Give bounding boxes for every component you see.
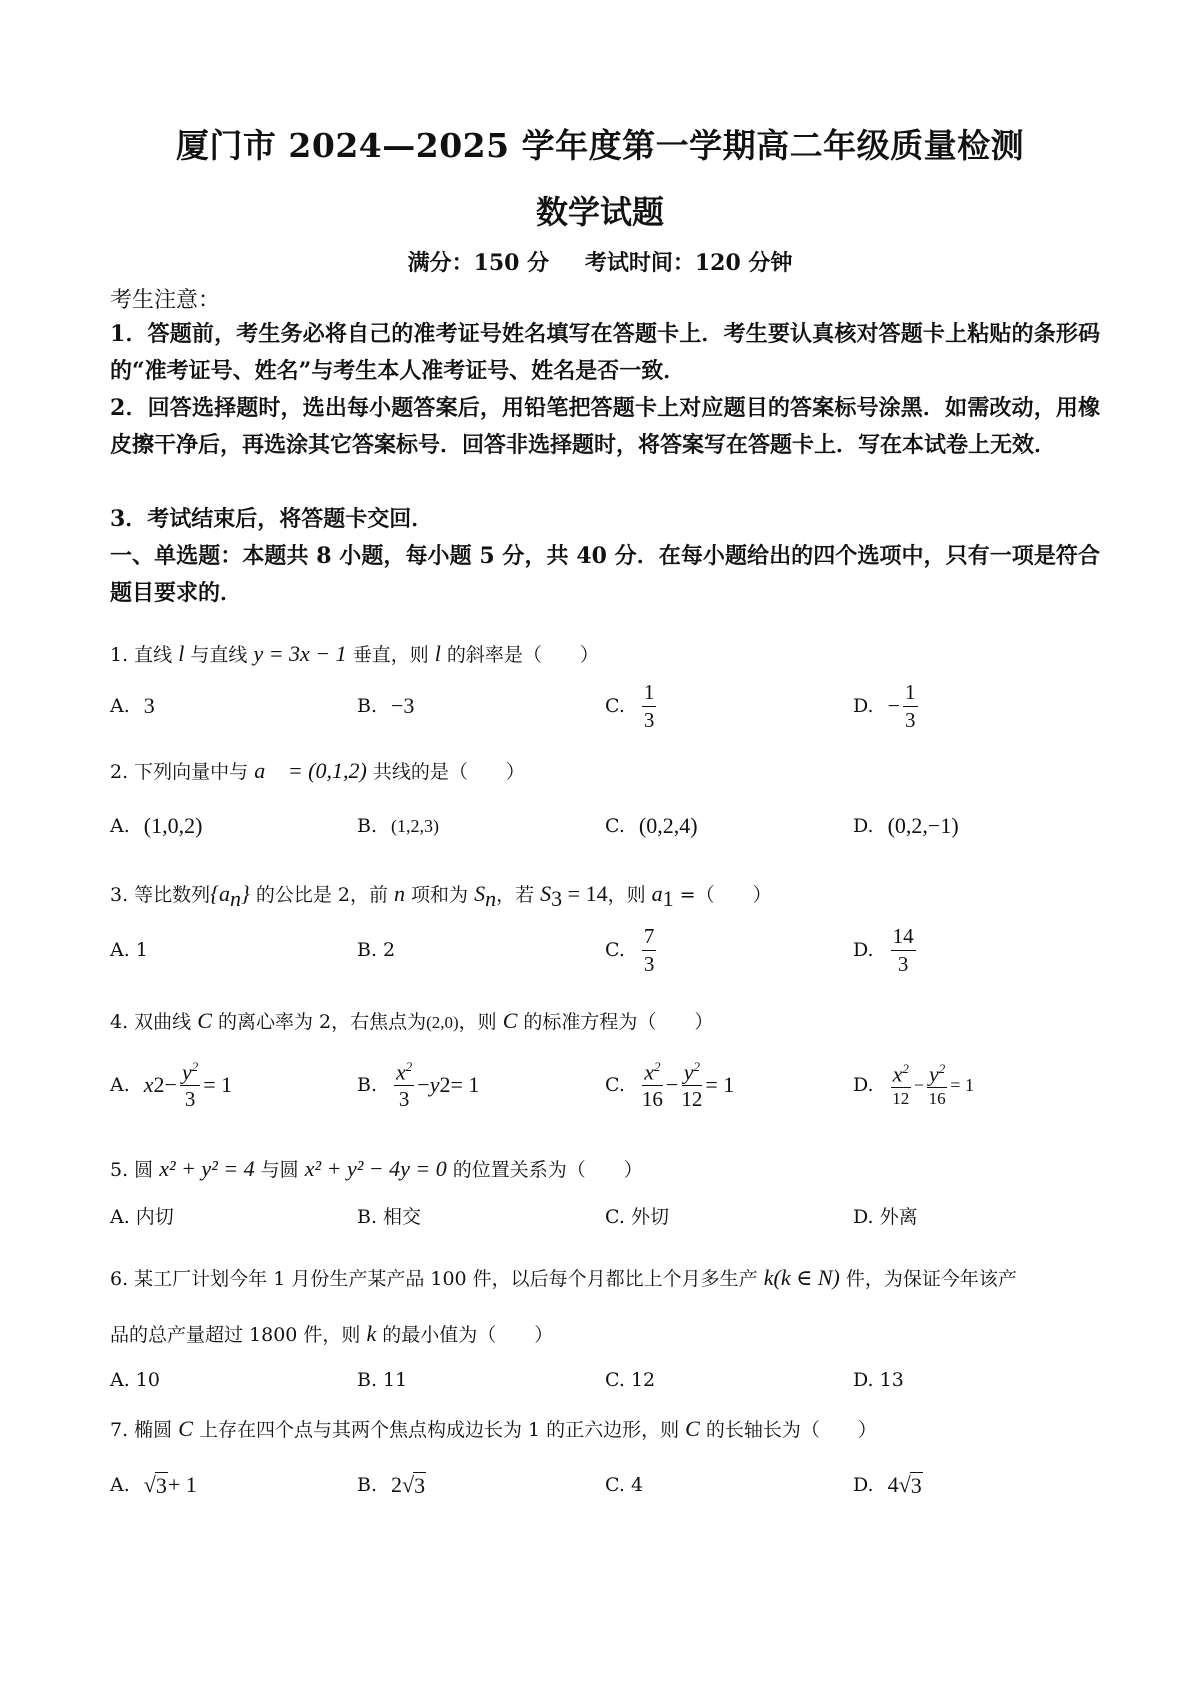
radicand: 3 <box>414 1472 426 1498</box>
fraction <box>891 925 916 974</box>
denominator: 16 <box>928 1089 946 1109</box>
option-d[interactable] <box>853 1050 974 1120</box>
notice-item-1: 1．答题前，考生务必将自己的准考证号姓名填写在答题卡上．考生要认真核对答题卡上粘贴的条形码的“准考证号、姓名”与考生本人准考证号、姓名是否一致． <box>110 321 1100 384</box>
option-c[interactable] <box>605 1350 655 1410</box>
option-label: B. <box>357 1474 378 1496</box>
coefficient: 4 <box>887 1472 899 1497</box>
exponent: 2 <box>439 1072 451 1097</box>
q7-text: 的长轴长为（ ） <box>699 1419 877 1441</box>
option-b[interactable] <box>357 676 414 736</box>
q3-text: ，若 <box>496 884 541 906</box>
q2-math: a⃗ = (0,1,2) <box>254 758 367 783</box>
option-label: B. 11 <box>357 1369 408 1391</box>
q7-text: 上存在四个点与其两个焦点构成边长为 1 的正六边形，则 <box>192 1419 686 1441</box>
q3-var: S <box>540 881 552 906</box>
option-value: (1,2,3) <box>391 815 440 836</box>
math-term: y <box>429 1072 440 1097</box>
q1-var: l <box>178 641 185 666</box>
q5-text: 与圆 <box>254 1159 305 1181</box>
option-label: D. <box>853 695 874 717</box>
fraction <box>903 681 918 730</box>
fraction <box>642 681 657 730</box>
option-c[interactable] <box>605 796 698 856</box>
q7-text: 7. 椭圆 <box>110 1419 179 1441</box>
option-label: C. <box>605 695 625 717</box>
q3-text: 的公比是 2，前 <box>249 884 395 906</box>
denominator: 3 <box>643 951 655 976</box>
q3-options <box>110 920 1100 980</box>
operator: − <box>164 1072 177 1097</box>
q1-text: 垂直，则 <box>346 644 435 666</box>
section-heading: 一、单选题：本题共 8 小题，每小题 5 分，共 40 分．在每小题给出的四个选项中，只有一项是符合题目要求的． <box>110 543 1100 606</box>
q7-options <box>110 1455 1100 1515</box>
notice-heading: 考生注意： <box>110 288 221 313</box>
option-label: B. <box>357 815 378 837</box>
option-d[interactable] <box>853 920 919 980</box>
exam-info <box>0 246 1200 277</box>
time-info: 考试时间：120 分钟 <box>584 250 793 276</box>
q5-math: x² + y² = 4 <box>159 1156 255 1181</box>
equation-rhs: = 1 <box>705 1072 735 1097</box>
math-term: x <box>143 1072 154 1097</box>
q1-options <box>110 676 1100 736</box>
fraction <box>927 1062 947 1108</box>
option-a[interactable] <box>110 1350 160 1410</box>
fraction <box>891 1062 911 1108</box>
option-label: D. <box>853 1074 874 1096</box>
fraction <box>681 1060 702 1110</box>
q4-options <box>110 1050 1100 1120</box>
notice-item-3: 3．考试结束后，将答题卡交回． <box>110 506 434 532</box>
q7-var: C <box>685 1416 700 1441</box>
option-a[interactable] <box>110 796 202 856</box>
operator: − <box>417 1072 430 1097</box>
q1-text: 与直线 <box>184 644 254 666</box>
radicand: 3 <box>910 1472 922 1498</box>
option-d[interactable] <box>853 1455 923 1515</box>
option-label: A. 内切 <box>110 1205 174 1228</box>
option-label: A. 10 <box>110 1369 160 1391</box>
option-value: + 1 <box>167 1472 197 1497</box>
numerator: $y^2$ <box>180 1060 200 1086</box>
sqrt: √ 3 <box>898 1471 922 1498</box>
q6-text: 品的总产量超过 1800 件，则 <box>110 1324 367 1346</box>
q3-math: = 14 <box>562 881 608 906</box>
option-label: A. <box>110 695 130 717</box>
option-label: B. 2 <box>357 939 396 961</box>
q4-math: (2,0) <box>426 1013 459 1032</box>
q3-text: =（ ） <box>673 884 772 906</box>
option-label: B. 相交 <box>357 1205 422 1228</box>
numerator: 14 <box>891 925 916 950</box>
q3-text: ，则 <box>607 884 652 906</box>
q5-text: 的位置关系为（ ） <box>446 1159 643 1181</box>
question-3 <box>110 880 1100 912</box>
q6-options <box>110 1350 1100 1410</box>
option-d[interactable] <box>853 1350 904 1410</box>
denominator: 16 <box>641 1087 663 1112</box>
option-value: (0,2,−1) <box>887 813 959 838</box>
option-label: B. <box>357 1074 378 1096</box>
option-c[interactable] <box>605 920 659 980</box>
question-6 <box>110 1264 1100 1291</box>
q4-text: 的离心率为 2，右焦点为 <box>211 1011 427 1033</box>
q3-math: } <box>240 881 250 906</box>
question-4 <box>110 1007 1100 1034</box>
denominator: 12 <box>892 1089 910 1109</box>
fraction <box>394 1060 414 1110</box>
question-1 <box>110 640 1100 667</box>
option-label: A. 1 <box>110 939 148 961</box>
q7-var: C <box>178 1416 193 1441</box>
exam-subtitle: 数学试题 <box>535 193 664 231</box>
numerator: $y^2$ <box>682 1060 702 1086</box>
q2-options <box>110 796 1100 856</box>
q2-text: 共线的是（ ） <box>366 761 525 783</box>
option-c[interactable] <box>605 1050 734 1120</box>
option-c[interactable] <box>605 676 659 736</box>
q2-text: 2. 下列向量中与 <box>110 761 255 783</box>
q4-var: C <box>502 1008 518 1033</box>
numerator: $x^2$ <box>394 1060 414 1086</box>
q5-text: 5. 圆 <box>110 1159 160 1181</box>
option-label: D. <box>853 1474 874 1496</box>
operator: − <box>913 1074 925 1095</box>
denominator: 3 <box>643 707 655 732</box>
question-5 <box>110 1155 1100 1182</box>
fraction <box>642 925 657 974</box>
question-6-cont <box>110 1320 1100 1347</box>
option-label: D. 外离 <box>853 1205 918 1228</box>
option-label: C. 12 <box>605 1369 656 1391</box>
option-b[interactable] <box>357 1455 426 1515</box>
subscript: n <box>485 885 497 911</box>
option-label: D. 13 <box>853 1369 904 1391</box>
q1-text: 的斜率是（ ） <box>440 644 599 666</box>
q6-text: 的最小值为（ ） <box>376 1324 554 1346</box>
q6-var: k <box>366 1321 377 1346</box>
q1-text: 1. 直线 <box>110 644 179 666</box>
q1-var: l <box>434 641 441 666</box>
option-c[interactable] <box>605 1185 669 1245</box>
option-a[interactable] <box>110 1050 232 1120</box>
question-2 <box>110 757 1100 784</box>
q5-options <box>110 1185 1100 1245</box>
option-b[interactable] <box>357 1350 407 1410</box>
q3-text: 3. 等比数列 <box>110 884 211 906</box>
numerator: $x^2$ <box>891 1062 911 1088</box>
option-b[interactable] <box>357 920 409 980</box>
coefficient: 2 <box>391 1472 403 1497</box>
option-d[interactable] <box>853 676 921 736</box>
exam-title: 厦门市 2024—2025 学年度第一学期高二年级质量检测 <box>175 126 1025 165</box>
score-info: 满分：150 分 <box>407 250 550 276</box>
notice-item-2: 2．回答选择题时，选出每小题答案后，用铅笔把答题卡上对应题目的答案标号涂黑．如需改动，用橡皮擦干净后，再选涂其它答案标号．回答非选择题时，将答案写在答题卡上．写在本试卷上无效． <box>110 395 1100 458</box>
denominator: 3 <box>398 1087 410 1112</box>
subscript: 1 <box>662 885 674 911</box>
numerator: 1 <box>903 681 918 706</box>
sign: − <box>887 693 901 718</box>
equation-rhs: = 1 <box>450 1072 480 1097</box>
q3-var: a <box>651 881 663 906</box>
numerator: $y^2$ <box>927 1062 947 1088</box>
option-d[interactable] <box>853 796 959 856</box>
q3-var: S <box>474 881 486 906</box>
option-c[interactable] <box>605 1455 643 1515</box>
question-7 <box>110 1415 1100 1442</box>
option-b[interactable] <box>357 796 439 856</box>
q3-var: n <box>394 881 406 906</box>
option-value: −3 <box>391 693 415 718</box>
option-d[interactable] <box>853 1185 918 1245</box>
option-label: D. <box>853 939 874 961</box>
subscript: 3 <box>551 885 563 911</box>
option-value: (0,2,4) <box>638 813 698 838</box>
q3-math: {a <box>210 881 230 906</box>
option-label: A. <box>110 815 130 837</box>
option-label: C. <box>605 815 625 837</box>
exponent: 2 <box>153 1072 165 1097</box>
fraction <box>642 1060 663 1110</box>
q6-math: k(k ∈ N) <box>763 1265 840 1290</box>
option-value: (1,0,2) <box>143 813 203 838</box>
option-a[interactable] <box>110 920 162 980</box>
sqrt: √ 3 <box>143 1471 167 1498</box>
numerator: 1 <box>642 681 657 706</box>
fraction <box>180 1060 200 1110</box>
equation-rhs: = 1 <box>950 1074 974 1095</box>
option-label: D. <box>853 815 874 837</box>
q3-text: 项和为 <box>405 884 475 906</box>
q4-var: C <box>197 1008 212 1033</box>
sqrt: √ 3 <box>402 1471 426 1498</box>
q4-text: 的标准方程为（ ） <box>517 1011 714 1033</box>
option-label: A. <box>110 1074 130 1096</box>
option-b[interactable] <box>357 1185 421 1245</box>
radicand: 3 <box>155 1472 167 1498</box>
option-label: B. <box>357 695 378 717</box>
option-label: C. 4 <box>605 1474 644 1496</box>
option-a[interactable] <box>110 1185 174 1245</box>
option-a[interactable] <box>110 676 155 736</box>
q1-math: y = 3x − 1 <box>253 641 347 666</box>
q4-text: 4. 双曲线 <box>110 1011 198 1033</box>
q5-math: x² + y² − 4y = 0 <box>304 1156 447 1181</box>
denominator: 12 <box>681 1087 703 1112</box>
option-a[interactable] <box>110 1455 197 1515</box>
q6-text: 件，为保证今年该产 <box>839 1268 1017 1290</box>
denominator: 3 <box>905 707 916 732</box>
denominator: 3 <box>184 1087 196 1112</box>
denominator: 3 <box>897 951 909 976</box>
option-value: 3 <box>143 693 155 718</box>
option-b[interactable] <box>357 1050 479 1120</box>
subscript: n <box>229 885 241 911</box>
operator: − <box>665 1072 679 1097</box>
option-label: C. <box>605 1074 625 1096</box>
option-label: C. 外切 <box>605 1205 669 1228</box>
option-label: C. <box>605 939 625 961</box>
numerator: 7 <box>642 925 657 950</box>
option-label: A. <box>110 1474 130 1496</box>
q4-text: ，则 <box>458 1011 503 1033</box>
equation-rhs: = 1 <box>203 1072 233 1097</box>
q6-text: 6. 某工厂计划今年 1 月份生产某产品 100 件，以后每个月都比上个月多生产 <box>110 1268 764 1290</box>
numerator: $x^2$ <box>642 1060 662 1086</box>
